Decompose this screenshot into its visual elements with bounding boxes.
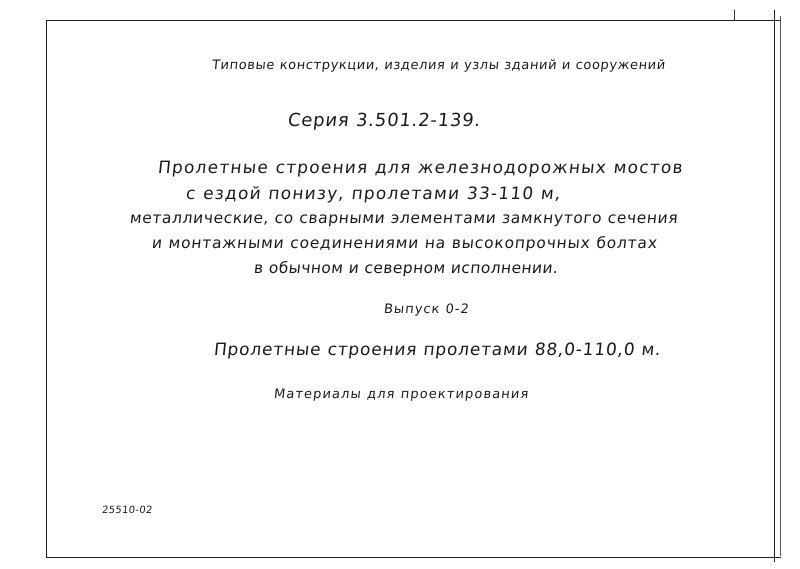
title-line-2: с ездой понизу, пролетами 33-110 м, (184, 184, 563, 204)
drawing-frame (46, 20, 781, 558)
subtitle: Пролетные строения пролетами 88,0-110,0 м. (212, 340, 663, 360)
title-line-4: и монтажными соединениями на высокопрочных болтах (151, 234, 659, 252)
title-line-1: Пролетные строения для железнодорожных мостов (156, 158, 685, 178)
frame-tick (734, 10, 735, 20)
organization-line: Типовые конструкции, изделия и узлы зданий и сооружений (211, 58, 667, 73)
materials-label: Материалы для проектирования (273, 387, 531, 402)
issue-number: Выпуск 0-2 (383, 302, 471, 317)
series-number: Серия 3.501.2-139. (286, 110, 483, 131)
title-line-3: металлические, со сварными элементами замкнутого сечения (129, 209, 680, 227)
frame-right-inner-edge (780, 16, 781, 556)
document-number: 25510-02 (101, 505, 154, 516)
frame-right-edge (774, 10, 775, 562)
title-line-5: в обычном и северном исполнении. (253, 259, 560, 277)
